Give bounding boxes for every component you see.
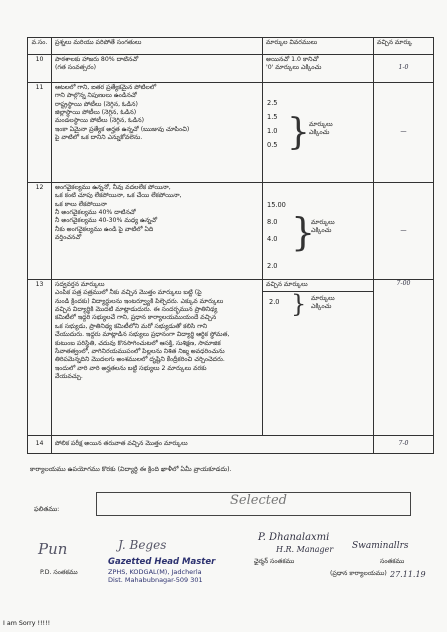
pd-signature: Pun <box>38 540 68 558</box>
marks-label: మార్కులు <box>311 219 335 226</box>
question-line: (గత సంవత్సరం) <box>55 64 97 72</box>
row-detail <box>263 83 374 183</box>
question-line: వర్తించనచో <box>55 234 82 242</box>
chairman-signature: Swaminallrs <box>352 541 409 551</box>
question-line: ఇంకా ఏమైనా ప్రత్యేక అర్హత ఉన్నచో (ఋజువు చూపించి) <box>55 125 190 133</box>
date-handwritten: 27.11.19 <box>390 570 426 579</box>
row-question <box>52 280 263 436</box>
sorry-note: I am Sorry !!!!! <box>3 620 51 627</box>
question-line: సేవాతత్వంలో, వాగినిరయముపంలో పిల్లలను నిశిత నిజ్మ అవధరించును <box>55 347 225 355</box>
header-marks-obtained: వచ్చిన మార్కు <box>374 38 434 55</box>
marks-label: ఎక్కించు <box>311 227 332 235</box>
question-line: నీ అంగవైకల్యము 40% దాటినచో <box>55 209 136 217</box>
marks-label: మార్కులు <box>311 295 335 302</box>
table-row <box>28 55 434 83</box>
score-value: 15.00 <box>267 201 286 209</box>
row-detail <box>263 280 374 436</box>
row-question <box>52 183 263 280</box>
stamp-line: ZPHS, KODGAL(M), Jadcherla <box>108 568 202 577</box>
brace-icon: } <box>291 290 307 318</box>
manager-title: H.R. Manager <box>276 545 334 554</box>
detail-line: అయినచో 1.0 కానిచో <box>266 56 319 63</box>
question-line: మండలస్థాయి పోటీలు (నెగ్గిన, ఓడిన) <box>55 117 145 125</box>
marks-label: మార్కులు <box>309 121 333 128</box>
question-line: ఎంపిక పత్ర పత్రములో నీకు వచ్చిన మొత్తం మార్కులు బట్టి (పై <box>55 289 202 297</box>
marks-label: ఎక్కించు <box>311 303 332 311</box>
row-number: 10 <box>28 55 52 83</box>
obtained-mark: — <box>374 83 434 183</box>
brace-icon: } <box>287 112 310 153</box>
row-question <box>52 55 263 83</box>
score-value: 2.5 <box>267 99 278 107</box>
result-value: Selected <box>230 493 287 508</box>
question-line: వేయవచ్చు. <box>55 372 83 380</box>
score-value: 8.0 <box>267 218 278 227</box>
brace-icon: } <box>291 210 316 254</box>
table-row <box>28 436 434 454</box>
question-line: సద్వవర్తన మార్కులు <box>55 281 105 288</box>
obtained-mark: — <box>374 183 434 280</box>
score-value: 0.5 <box>267 140 278 149</box>
headmaster-stamp <box>108 557 215 585</box>
pd-sign-label: P.D. సంతకము <box>40 569 78 576</box>
chairman-sign-label: సంతకము <box>380 558 405 565</box>
question-line: ఆటలలో గాని, ఐతర ప్రత్యేకమైన పోటిలలో <box>55 84 157 91</box>
evaluation-table <box>27 37 434 454</box>
table-row <box>28 183 434 280</box>
marks-label: ఎక్కించు <box>309 129 330 137</box>
stamp-line: Dist. Mahabubnagar-509 301 <box>108 576 203 585</box>
score-value: 2.0 <box>267 262 278 271</box>
row-detail <box>263 183 374 280</box>
score-value: 4.0 <box>267 235 278 244</box>
question-line: రాష్ట్రస్థాయి పోటీలు (నెగ్గిన, ఓడిన) <box>55 100 138 108</box>
obtained-mark: 7-0 <box>374 436 434 454</box>
office-use-note: కార్యాలయము ఉపయోగము కొరకు (విద్యార్థి ఈ క్రింది ఖాళీలో ఏమీ వ్రాయకూడదు). <box>30 466 232 473</box>
row-number: 13 <box>28 280 52 436</box>
detail-line: '0' మార్కులు ఎక్కించు <box>266 64 322 72</box>
question-line: వచ్చిన విద్యార్థికి మొదటి మాట్లాడుదురు. ఈ సందర్భమున ప్రాతినిథ్య <box>55 306 218 314</box>
question-line: కమిటీలో ఇద్దరి సభ్యులచే గాని, ప్రధాన కార్యాలయముయందే వచ్చిన <box>55 314 217 322</box>
question-line: ఒక కంటి చూపు లేకపోయినా, ఒక చేయి లేకపోయినా, <box>55 192 182 200</box>
header-serial: వ.సం. <box>28 38 52 55</box>
question-line: గాని పాల్గొన్న నిపుణులు ఉండినచో <box>55 92 137 100</box>
row-question: పోలిక పరీక్ష అయిన తరువాత వచ్చిన మొత్తం మార్కులు <box>52 436 374 454</box>
question-line: ఇందులో వారి వారి అర్హతలను బట్టి సభ్యులు 2 మార్కులు వరకు <box>55 364 207 372</box>
question-line: నీ అంగవైకల్యము 40-30% మధ్య ఉన్నచో <box>55 217 158 225</box>
table-row <box>28 83 434 183</box>
table-header-row <box>28 38 434 55</box>
question-line: కుటుంబ పరిస్థితి, చదువు కొనసాగించుటలో ఆసక్తి, సుశిక్షణ, సామాజిక <box>55 339 221 347</box>
question-line: నుండి క్రిందకు) విద్యార్థులను ఇంటర్వ్యూకి పిల్చెదరు. ఎక్కువ మార్కులు <box>55 297 224 305</box>
question-line: ఒక సభ్యుడు, ప్రాతినిథ్య కమిటీలోని మరో సభ్యుడుతో కలిసి గాని <box>55 322 208 330</box>
question-line: అంగవైకల్యము ఉన్ననో, నీవు వదలలేక పోయినా, <box>55 184 171 191</box>
obtained-mark: 1-0 <box>374 55 434 83</box>
row-number: 12 <box>28 183 52 280</box>
result-label: ఫలితము: <box>34 505 60 513</box>
question-line: జిల్లాస్థాయి పోటీలు (నెగ్గిన, ఓడిన) <box>55 109 137 117</box>
question-line: చేయుదురు. ఇద్దరు మాట్లాడిన సభ్యులు ప్రధానంగా విద్యార్థి ఆర్థిక స్థోమత, <box>55 331 230 339</box>
manager-signature: P. Dhanalaxmi <box>258 532 330 543</box>
header-questions: ప్రశ్నలు మరియు పరిపోతే సంగతులు <box>52 38 263 55</box>
table-row <box>28 280 434 436</box>
score-value: 2.0 <box>269 298 280 306</box>
row-detail <box>263 55 374 83</box>
score-value: 1.5 <box>267 112 278 121</box>
question-line: నీకు అంగవైకల్యము ఉండి పై వాటిలో ఏది <box>55 225 154 233</box>
row-number: 11 <box>28 83 52 183</box>
question-line: తిరిపమెన్నదిని మొదలగు అంశములలో దృష్టిని కేంద్రీకరించి చర్చించెదరు. <box>55 356 225 364</box>
row-number: 14 <box>28 436 52 454</box>
headmaster-signature: J. Beges <box>118 538 167 552</box>
office-label: (ప్రధాన కార్యాలయము) <box>330 570 387 577</box>
header-marks-detail: మార్కుల వివరములు <box>263 38 374 55</box>
question-line: పాఠశాలకు హాజరు 80% దాటినచో <box>55 56 139 63</box>
question-line: ఒక కాలు లేకపోయినా <box>55 200 107 208</box>
obtained-mark: 7-00 <box>374 280 434 436</box>
question-line: పై వాటిలో ఒక దానిని ఎన్నుకోవలెను. <box>55 134 143 142</box>
row-question <box>52 83 263 183</box>
stamp-title: Gazetted Head Master <box>108 557 216 567</box>
detail-header: వచ్చిన మార్కులు <box>263 280 373 292</box>
score-value: 1.0 <box>267 126 278 135</box>
president-sign-label: ఛైర్మన్ సంతకము <box>254 558 295 565</box>
